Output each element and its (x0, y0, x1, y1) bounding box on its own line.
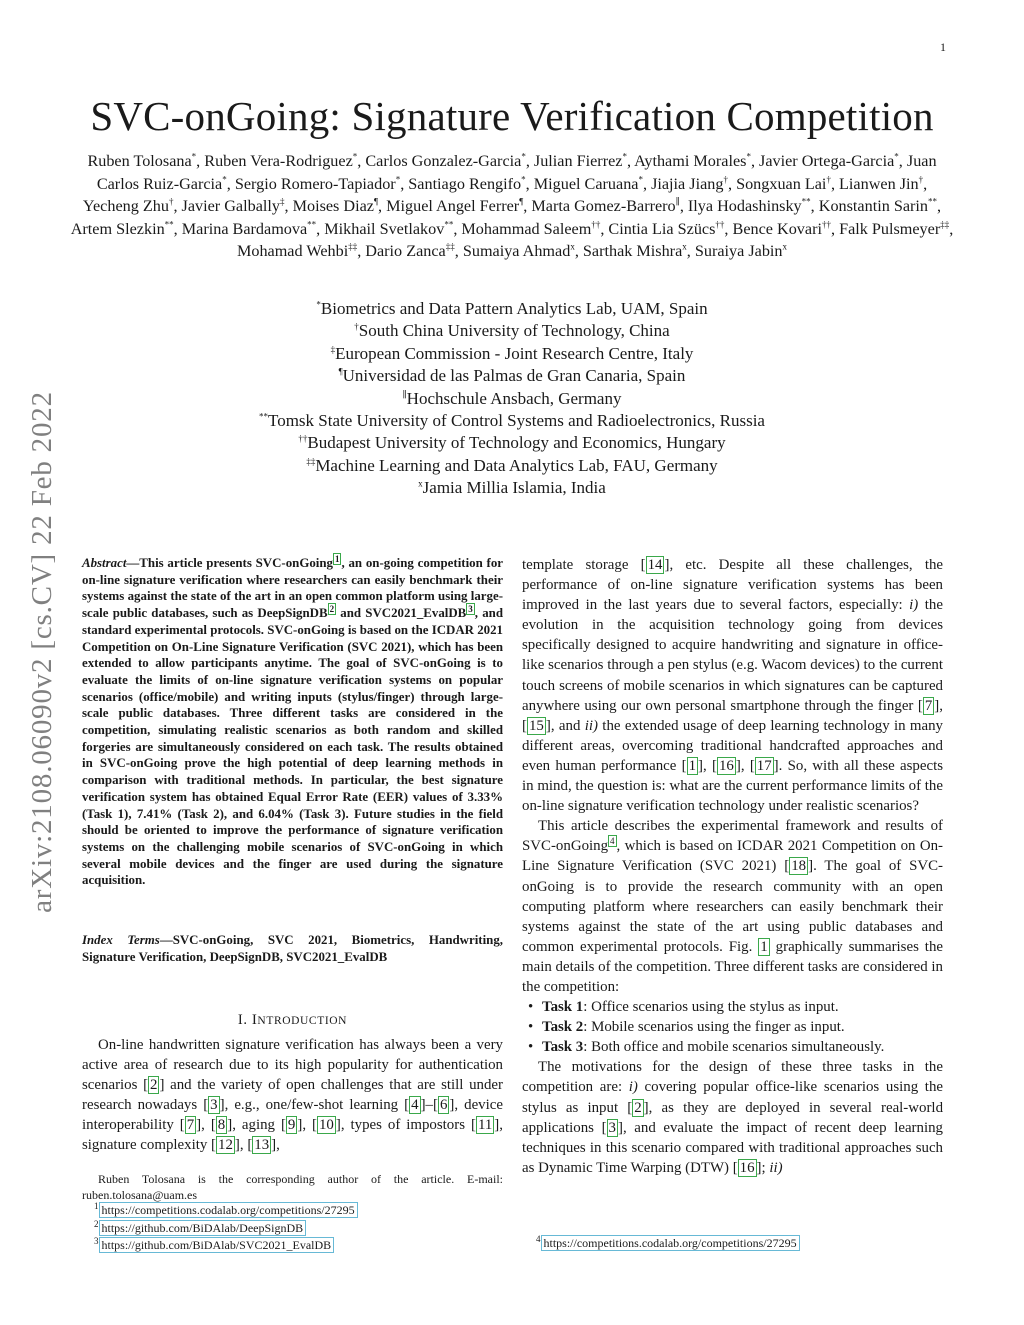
author-name: Dario Zanca (365, 242, 446, 261)
author-name: Javier Galbally (181, 197, 280, 216)
affiliation: ¶Universidad de las Palmas de Gran Canaria, Spain (338, 366, 686, 386)
affiliation: ‡European Commission - Joint Research Centre, Italy (330, 343, 694, 363)
author-name: Bence Kovari (732, 219, 822, 238)
author-name: Ilya Hodashinsky (687, 197, 802, 216)
footnote-2-link[interactable]: https://github.com/BiDAlab/DeepSignDB (99, 1220, 307, 1236)
citation-link[interactable]: 11 (477, 1117, 493, 1134)
index-terms-text: —SVC-onGoing, SVC 2021, Biometrics, Handwriting, Signature Verification, DeepSignDB, SVC2021_EvalDB (82, 933, 503, 964)
citation-link[interactable]: 16 (739, 1159, 755, 1176)
author-name: Marina Bardamova (181, 219, 308, 238)
author-affiliation-mark: ‡‡ (348, 241, 358, 252)
author-affiliation-mark: ** (164, 219, 174, 230)
abstract-label: Abstract (82, 556, 127, 570)
author-affiliation-mark: * (521, 174, 526, 185)
author-affiliation-mark: † (826, 174, 831, 185)
section-heading (82, 1012, 503, 1029)
task-item: • Task 3: Both office and mobile scenarios simultaneously. (542, 1037, 943, 1057)
task-item: • Task 2: Mobile scenarios using the finger as input. (542, 1017, 943, 1037)
author-name: Ruben Tolosana (87, 152, 192, 170)
author-name: Julian Fierrez (533, 152, 623, 170)
author-name: Lianwen Jin (839, 174, 919, 193)
author-affiliation-mark: x (570, 241, 575, 252)
author-name: Mikhail Svetlakov (324, 219, 445, 238)
author-affiliation-mark: ‡‡ (940, 219, 950, 230)
author-name: Sergio Romero-Tapiador (234, 174, 396, 193)
author-name: Falk Pulsmeyer (839, 219, 941, 238)
author-affiliation-mark: † (723, 174, 728, 185)
author-name: Suraiya Jabin (694, 242, 783, 261)
citation-link[interactable]: 7 (924, 697, 933, 714)
footnote-ref[interactable]: 3 (468, 603, 473, 614)
citation-link[interactable]: 18 (791, 858, 807, 875)
index-terms-label: Index Terms (82, 933, 160, 947)
author-affiliation-mark: ** (928, 196, 938, 207)
author-affiliation-mark: ¶ (519, 196, 524, 207)
citation-link[interactable]: 14 (647, 557, 663, 573)
author-affiliation-mark: ** (444, 219, 454, 230)
citation-link[interactable]: 9 (287, 1117, 296, 1134)
author-affiliation-mark: * (222, 174, 227, 185)
author-affiliation-mark: ** (801, 196, 811, 207)
author-name: Aythami Morales (634, 152, 747, 170)
author-name: Carlos Gonzalez-Garcia (365, 152, 522, 170)
author-affiliation-mark: * (746, 151, 751, 162)
author-name: Yecheng Zhu (82, 197, 169, 216)
affiliation: *Biometrics and Data Pattern Analytics Lab, UAM, Spain (316, 299, 708, 318)
author-affiliation-mark: † (168, 196, 174, 207)
abstract-text: and SVC2021_EvalDB (336, 606, 467, 621)
author-affiliation-mark: ¶ (373, 196, 379, 207)
affiliation: $^x$Jamia Millia Islamia, India (418, 478, 606, 498)
paragraph: The motivations for the design of these three tasks in the competition are: i) covering popular office-like scenarios using the stylus as input [ 2 ], as they are deployed in several real-world applications [ 3 ], and evaluate the impact of recent deep learning techniques in this scenario compared with traditional approaches such as Dynamic Time Warping (DTW) [ 16 ]; ii) (522, 1059, 944, 1176)
author-affiliation-mark: ‡ (279, 196, 285, 207)
citation-link[interactable]: 6 (439, 1097, 448, 1114)
author-name: Artem Slezkin (70, 219, 165, 238)
citation-link[interactable]: 17 (756, 757, 772, 774)
index-terms (82, 932, 503, 965)
footnote-4-link[interactable]: https://competitions.codalab.org/competitions/27295 (541, 1235, 800, 1251)
author-name: Miguel Angel Ferrer (386, 197, 520, 216)
section-numeral: I. (237, 1012, 248, 1028)
author-name: Sumaiya Ahmad (462, 242, 571, 261)
footnote-1-link[interactable]: https://competitions.codalab.org/competitions/27295 (99, 1202, 358, 1218)
author-affiliation-mark: x (682, 241, 687, 252)
author-name: Sarthak Mishra (582, 242, 683, 261)
abstract-text: —This article presents SVC-onGoing (126, 556, 333, 570)
author-affiliation-mark: ‡‡ (445, 241, 455, 252)
paper-title: SVC-onGoing: Signature Verification Competition (90, 93, 934, 139)
paragraph: template storage [ 14 ], etc. Despite all these challenges, the performance of on-line signature verification systems has been improved in the last years due to several factors, especially: i) the evolution in the acquisition technology going from devices specifically designed to acquire handwriting and signature in office-like scenarios through a pen stylus (e.g. Wacom devices) to the current touch screens of mobile scenarios in which signatures can be captured anywhere using our own personal smartphone through the finger [ 7 ], [ 15 ], and ii) the extended usage of deep learning technology in many different areas, overcoming traditional handcrafted approaches and even human performance [ 1 ], [ 16 ], [ 17 ]. So, with all these aspects in mind, the question is: what are the current performance limits of the on-line signature verification technology under realistic scenarios? (522, 557, 944, 815)
section-title-initial: I (251, 1012, 258, 1028)
author-affiliation-mark: * (191, 151, 197, 162)
page-number: 1 (940, 40, 946, 54)
author-name: Javier Ortega-Garcia (759, 152, 895, 170)
citation-link[interactable]: 2 (150, 1077, 158, 1094)
author-name: Marta Gomez-Barrero (531, 197, 676, 216)
corresponding-author-note: Ruben Tolosana is the corresponding author of the article. E-mail: ruben.tolosana@uam.es (82, 1172, 503, 1202)
figure-link[interactable]: 1 (760, 938, 768, 955)
author-name: Konstantin Sarin (818, 197, 929, 216)
affiliation-list (150, 298, 874, 500)
citation-link[interactable]: 1 (688, 757, 697, 774)
author-name: Mohamad Wehbi (236, 242, 349, 261)
author-name: Songxuan Lai (736, 174, 827, 193)
footnote-ref[interactable]: 2 (329, 603, 335, 614)
author-name: Miguel Caruana (533, 174, 639, 193)
abstract (82, 555, 503, 889)
citation-link[interactable]: 8 (217, 1117, 226, 1134)
citation-link[interactable]: 3 (210, 1097, 218, 1114)
author-affiliation-mark: †† (715, 219, 725, 230)
footnote-3-link[interactable]: https://github.com/BiDAlab/SVC2021_EvalDB (99, 1237, 335, 1253)
author-name: Ruben Vera-Rodriguez (204, 152, 353, 170)
author-affiliation-mark: † (918, 174, 924, 185)
section-title-rest: NTRODUCTION (257, 1015, 348, 1027)
citation-link[interactable]: 13 (254, 1137, 270, 1154)
paragraph: This article describes the experimental framework and results of SVC-onGoing $^4$ , which is based on ICDAR 2021 Competition on On-Line Signature Verification (SVC 2021) [ 18 ]. The goal of SVC-onGoing is to provide the research community with an open computing platform where researchers can easily benchmark their systems against the state of the art using public databases and common experimental protocols. Fig. 1 graphically summarises the main details of the competition. Three different tasks are considered in the competition: (522, 818, 943, 995)
author-list: Ruben Tolosana*, Ruben Vera-Rodriguez*, Carlos Gonzalez-Garcia*, Julian Fierrez*, Aythami Morales*, Javier Ortega-Garcia*, Juan Carlos Ruiz-Garcia*, Sergio Romero-Tapiador*, Santiago Rengifo*, Miguel Caruana*, Jiajia Jiang†, Songxuan Lai†, Lianwen Jin†, Yecheng Zhu†, Javier Galbally‡, Moises Diaz¶, Miguel Angel Ferrer¶, Marta Gomez-Barrero∥, Ilya Hodashinsky**, Konstantin Sarin**, Artem Slezkin**, Marina Bardamova**, Mikhail Svetlakov**, Mohammad Saleem††, Cintia Lia Szücs††, Bence Kovari††, Falk Pulsmeyer‡‡, Mohamad Wehbi‡‡, Dario Zanca‡‡, Sumaiya Ahmad$^x$, Sarthak Mishra$^x$, Suraiya Jabin$^x$ (70, 151, 954, 261)
author-affiliation-mark: †† (591, 219, 601, 230)
citation-link[interactable]: 4 (411, 1097, 419, 1114)
author-affiliation-mark: ∥ (675, 196, 680, 207)
footnote-2: $^2$ https://github.com/BiDAlab/DeepSignDB (82, 1221, 503, 1237)
citation-link[interactable]: 7 (186, 1117, 195, 1134)
author-name: Jiajia Jiang (651, 174, 724, 193)
author-name: Cintia Lia Szücs (608, 219, 716, 238)
footnote-ref[interactable]: 1 (334, 553, 340, 564)
affiliation: †South China University of Technology, China (354, 321, 670, 341)
abstract-text: , and standard experimental protocols. SVC-onGoing is based on the ICDAR 2021 Competition on On-Line Signature Verification (SVC 2021), which has been extended to allow participants anytime. The goal of SVC-onGoing is to evaluate the limits of on-line signature verification systems on popular scenarios (office/mobile) and writing inputs (stylus/finger) through large-scale public databases. Three different tasks are considered in the competition, simulating realistic scenarios as both random and skilled forgeries are simultaneously considered on each task. The results obtained in SVC-onGoing prove the high potential of deep learning methods in comparison with traditional methods. In particular, the best signature verification system has obtained Equal Error Rate (EER) values of 3.33% (Task 1), 7.41% (Task 2), and 6.04% (Task 3). Future studies in the field should be oriented to improve the performance of signature verification systems on the challenging mobile scenarios of SVC-onGoing in which several mobile devices and the finger are used during the signature acquisition. (82, 606, 503, 888)
right-column (522, 555, 943, 1178)
footnote-1: $^1$ https://competitions.codalab.org/competitions/27295 (82, 1203, 503, 1219)
affiliation: **Tomsk State University of Control Systems and Radioelectronics, Russia (259, 411, 765, 431)
author-affiliation-mark: †† (821, 219, 831, 230)
author-name: Juan Carlos Ruiz-Garcia (96, 152, 937, 193)
footnotes-left (82, 1172, 503, 1254)
footnote-3: $^3$ https://github.com/BiDAlab/SVC2021_EvalDB (82, 1238, 503, 1254)
author-affiliation-mark: * (395, 174, 401, 185)
abstract-text: , an on-going competition for on-line signature verification where researchers can easily benchmark their systems against the state of the art in an open common platform using large-scale public databases, such as DeepSignDB (82, 556, 503, 621)
intro-paragraph: On-line handwritten signature verification has always been a very active area of research due to its high popularity for authentication scenarios [ 2 ] and the variety of open challenges that are still under research nowadays [ 3 ], e.g., one/few-shot learning [ 4 ]–[ 6 ], device interoperability [ 7 ], [ 8 ], aging [ 9 ], [ 10 ], types of impostors [ 11 ], signature complexity [ 12 ], [ 13 ], (82, 1037, 503, 1154)
author-affiliation-mark: * (352, 151, 358, 162)
author-affiliation-mark: * (521, 151, 526, 162)
citation-link[interactable]: 3 (608, 1119, 616, 1136)
footnote-ref[interactable]: 4 (610, 836, 615, 847)
citation-link[interactable]: 15 (528, 717, 544, 734)
citation-link[interactable]: 10 (318, 1117, 334, 1134)
task-item: • Task 1: Office scenarios using the stylus as input. (542, 997, 943, 1017)
footnote-4: $^4$ https://competitions.codalab.org/competitions/27295 (536, 1236, 800, 1252)
author-affiliation-mark: * (894, 151, 899, 162)
affiliation: ‡‡Machine Learning and Data Analytics Lab, FAU, Germany (306, 455, 718, 475)
citation-link[interactable]: 2 (634, 1099, 642, 1116)
author-affiliation-mark: ** (307, 219, 317, 230)
author-name: Santiago Rengifo (408, 174, 522, 193)
author-affiliation-mark: * (622, 151, 627, 162)
arxiv-stamp[interactable]: arXiv:2108.06090v2 [cs.CV] 22 Feb 2022 (26, 391, 58, 913)
affiliation: ††Budapest University of Technology and Economics, Hungary (298, 433, 726, 453)
author-name: Mohammad Saleem (461, 219, 592, 238)
author-name: Moises Diaz (292, 197, 374, 216)
author-affiliation-mark: * (638, 174, 643, 185)
citation-link[interactable]: 16 (718, 757, 734, 774)
author-affiliation-mark: x (782, 241, 788, 252)
citation-link[interactable]: 12 (218, 1137, 233, 1154)
task-list (522, 997, 943, 1057)
affiliation: ∥Hochschule Ansbach, Germany (402, 388, 622, 408)
